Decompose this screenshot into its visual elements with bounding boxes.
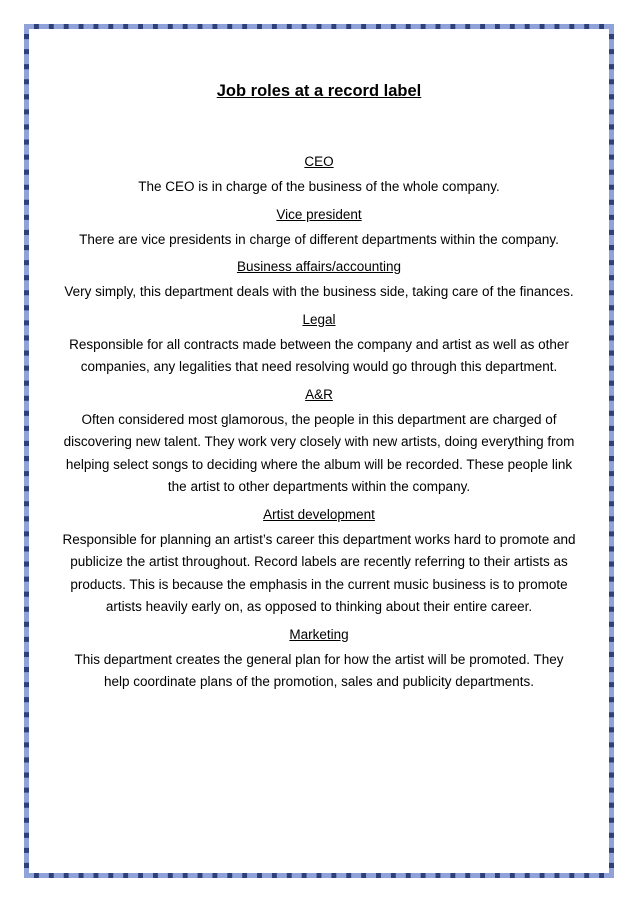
role-heading: CEO xyxy=(304,154,334,169)
role-heading: Marketing xyxy=(289,626,349,642)
role-description: Often considered most glamorous, the people in this department are charged of discovering new talent. They work very closely with new artists, doing everything from helping select songs to deciding where the album will be recorded. These people link the artist to other departments within the company. xyxy=(63,411,575,494)
role-description: Very simply, this department deals with the business side, taking care of the finances. xyxy=(64,284,574,299)
document-body xyxy=(62,74,576,700)
role-description: Responsible for planning an artist’s career this department works hard to promote and publicize the artist throughout. Record labels are recently referring to their artists as products. This is because the emphasis in the current music business is to promote artists heavily early on, as opposed to thinking about their entire career. xyxy=(62,531,576,614)
role-vice-president xyxy=(62,205,576,252)
role-legal xyxy=(62,310,576,379)
role-business-affairs xyxy=(62,257,576,304)
role-description: Responsible for all contracts made between the company and artist as well as other companies, any legalities that need resolving would go through this department. xyxy=(69,336,569,374)
role-description: There are vice presidents in charge of different departments within the company. xyxy=(79,231,559,247)
role-heading: A&R xyxy=(305,386,333,402)
role-description: The CEO is in charge of the business of the whole company. xyxy=(138,179,500,194)
document-title: Job roles at a record label xyxy=(216,82,422,100)
role-a-and-r xyxy=(62,385,576,499)
role-heading: Artist development xyxy=(263,506,375,522)
role-heading: Legal xyxy=(302,311,336,327)
role-heading: Business affairs/accounting xyxy=(236,259,402,274)
role-description: This department creates the general plan for how the artist will be promoted. They help coordinate plans of the promotion, sales and publicity departments. xyxy=(74,651,564,689)
role-marketing xyxy=(62,625,576,694)
roles-list xyxy=(62,152,576,694)
role-heading: Vice president xyxy=(276,206,362,222)
role-artist-development xyxy=(62,505,576,619)
role-ceo xyxy=(62,152,576,199)
